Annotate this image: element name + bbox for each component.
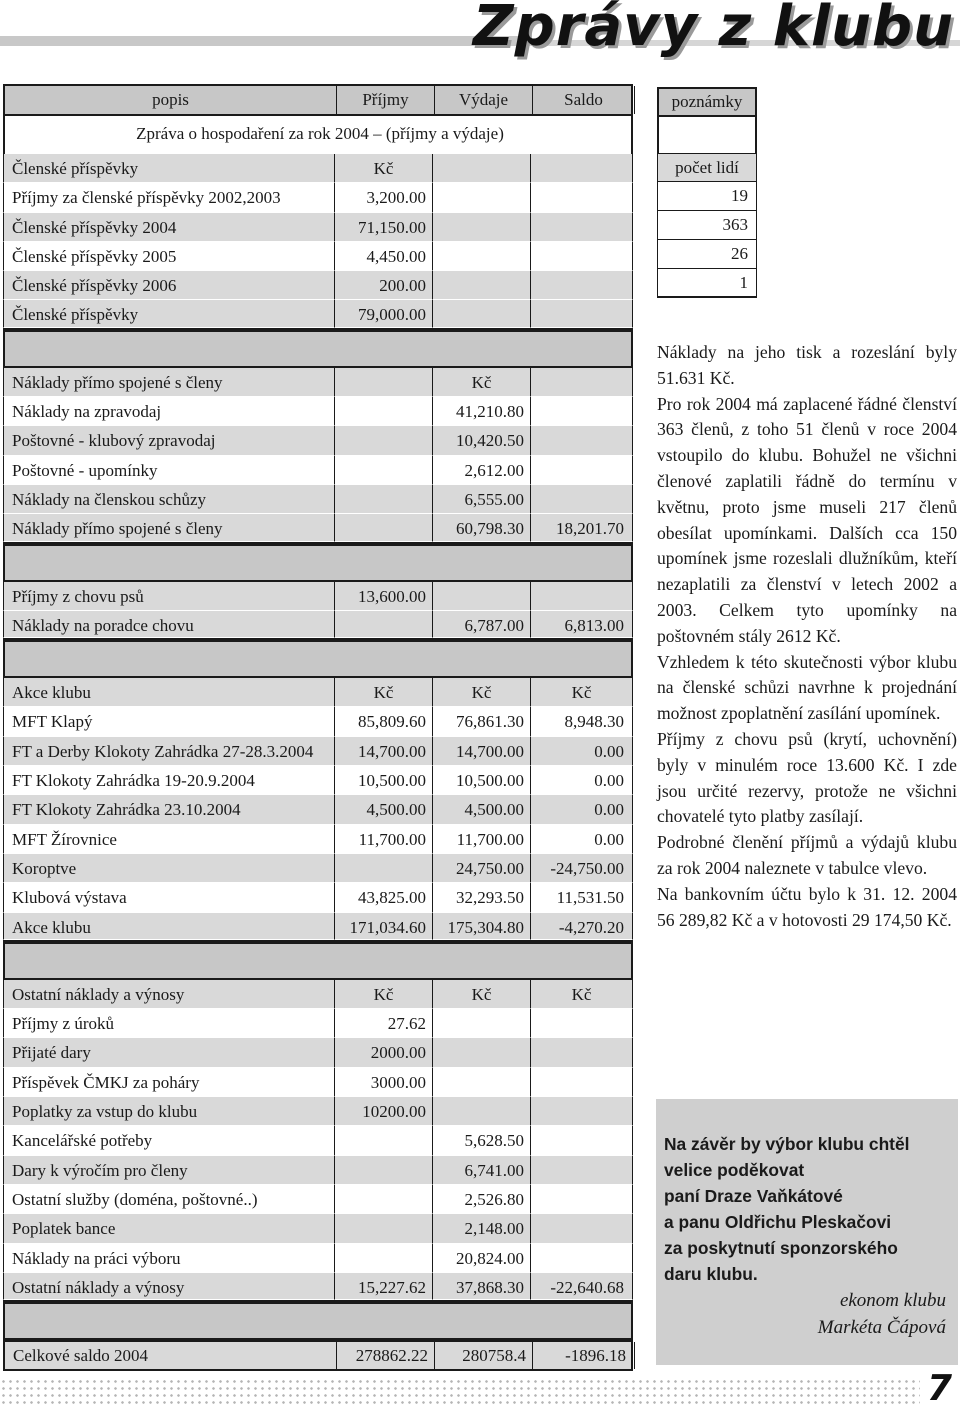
row-label: Příjmy z chovu psů (3, 582, 335, 611)
row-income: 3,200.00 (335, 183, 433, 212)
table-row (3, 825, 633, 854)
row-income: 278862.22 (337, 1342, 435, 1369)
table-row (3, 707, 633, 736)
table-row (3, 456, 633, 485)
row-label: FT a Derby Klokoty Zahrádka 27-28.3.2004 (3, 737, 335, 766)
row-balance: 11,531.50 (531, 883, 633, 912)
row-expense: 60,798.30 (433, 514, 531, 541)
report-text (657, 340, 957, 933)
row-label: Náklady na členskou schůzy (3, 485, 335, 514)
section-separator (3, 942, 633, 980)
row-expense: 6,787.00 (433, 611, 531, 638)
row-income: 4,450.00 (335, 242, 433, 271)
report-paragraph: Pro rok 2004 má zaplacené řádné členství 363 členů, z toho 51 členů v roce 2004 vstoupilo do klubu. Bohužel ne všichni členové zaplatili řádně do termínu v květnu, proto jsme museli 217 členů obesílat upomínkami. Dalších cca 150 upomínek jsme rozeslali dlužníkům, kteří nezaplatili za členství v letech 2002 a 2003. Celkem tyto upomínky na poštovném stály 2612 Kč. (657, 393, 957, 646)
table-row (3, 1185, 633, 1214)
row-income: 43,825.00 (335, 883, 433, 912)
row-balance: -24,750.00 (531, 854, 633, 883)
report-paragraph: Vzhledem k této skutečnosti výbor klubu na členské schůzi navrhne k projednání možnost zpoplatnění zasílání upomínek. (657, 651, 957, 724)
table-row (3, 737, 633, 766)
table-row (3, 1068, 633, 1097)
row-label: Členské příspěvky 2006 (3, 271, 335, 300)
row-balance: 0.00 (531, 737, 633, 766)
row-label: Ostatní náklady a výnosy (3, 1273, 335, 1300)
row-label: Náklady na práci výboru (3, 1244, 335, 1273)
row-income: 3000.00 (335, 1068, 433, 1097)
table-row (3, 213, 633, 242)
row-expense (433, 1068, 531, 1097)
row-expense: 2,526.80 (433, 1185, 531, 1214)
financial-report-table (3, 84, 633, 1371)
row-expense: 175,304.80 (433, 913, 531, 940)
row-expense: 24,750.00 (433, 854, 531, 883)
section-header-membership (3, 154, 633, 183)
table-caption-row (3, 116, 633, 154)
row-expense (433, 1038, 531, 1067)
member-count-value: 363 (657, 211, 757, 240)
row-label: Poštovné - klubový zpravodaj (3, 426, 335, 455)
row-expense: 32,293.50 (433, 883, 531, 912)
thanks-line: za poskytnutí sponzorského (664, 1238, 898, 1258)
column-header-income: Příjmy (337, 86, 435, 114)
table-row (3, 485, 633, 514)
row-income: 11,700.00 (335, 825, 433, 854)
row-label: Příspěvek ČMKJ za poháry (3, 1068, 335, 1097)
row-balance: -22,640.68 (531, 1273, 633, 1300)
column-header-expense: Výdaje (435, 86, 533, 114)
row-expense: 10,500.00 (433, 766, 531, 795)
section-unit-balance: Kč (531, 678, 633, 707)
row-expense: 4,500.00 (433, 795, 531, 824)
table-row (3, 397, 633, 426)
section-total-events (3, 913, 633, 942)
row-income (335, 1126, 433, 1155)
header-rule-left (0, 36, 520, 46)
table-row (3, 1038, 633, 1067)
row-label: FT Klokoty Zahrádka 19-20.9.2004 (3, 766, 335, 795)
column-header-balance: Saldo (533, 86, 635, 114)
row-label: Členské příspěvky (3, 300, 335, 327)
table-row (3, 1097, 633, 1126)
table-row (3, 1156, 633, 1185)
section-header-events (3, 678, 633, 707)
section-total-other (3, 1273, 633, 1302)
row-label: Přijaté dary (3, 1038, 335, 1067)
report-paragraph: Podrobné členění příjmů a výdajů klubu za rok 2004 naleznete v tabulce vlevo. (657, 832, 957, 878)
column-header-label: popis (5, 86, 337, 114)
row-label: Členské příspěvky 2005 (3, 242, 335, 271)
row-label: Náklady na poradce chovu (3, 611, 335, 638)
row-expense: 5,628.50 (433, 1126, 531, 1155)
notes-spacer (657, 117, 757, 153)
section-total-membership (3, 300, 633, 329)
report-paragraph: Na bankovním účtu bylo k 31. 12. 2004 56 289,82 Kč a v hotovosti 29 174,50 Kč. (657, 883, 957, 930)
row-label: Příjmy z úroků (3, 1009, 335, 1038)
row-label: MFT Klapý (3, 707, 335, 736)
table-row (3, 854, 633, 883)
row-income: 85,809.60 (335, 707, 433, 736)
row-income: 15,227.62 (335, 1273, 433, 1300)
notes-header: poznámky (657, 87, 757, 117)
row-label: Celkové saldo 2004 (5, 1342, 337, 1369)
grand-total-row (3, 1340, 633, 1371)
table-row (3, 766, 633, 795)
row-income: 4,500.00 (335, 795, 433, 824)
row-label: Poplatek bance (3, 1214, 335, 1243)
signature-role: ekonom klubu (839, 1290, 946, 1311)
section-unit-income: Kč (335, 980, 433, 1009)
row-income: 79,000.00 (335, 300, 433, 327)
row-label: Klubová výstava (3, 883, 335, 912)
row-expense (433, 1009, 531, 1038)
section-title: Členské příspěvky (3, 154, 335, 183)
table-row (3, 795, 633, 824)
member-count-value: 1 (657, 269, 757, 298)
row-balance: -1896.18 (533, 1342, 635, 1369)
row-income: 71,150.00 (335, 213, 433, 242)
row-expense: 280758.4 (435, 1342, 533, 1369)
row-label: Dary k výročím pro členy (3, 1156, 335, 1185)
row-income: 13,600.00 (335, 582, 433, 611)
thanks-box (656, 1099, 958, 1365)
section-unit-income: Kč (335, 678, 433, 707)
thanks-line: paní Draze Vaňkátové (664, 1186, 843, 1206)
page-number: 7 (926, 1368, 952, 1409)
row-expense: 20,824.00 (433, 1244, 531, 1273)
row-balance: 6,813.00 (531, 611, 633, 638)
row-expense: 14,700.00 (433, 737, 531, 766)
row-income: 10,500.00 (335, 766, 433, 795)
row-balance: 0.00 (531, 766, 633, 795)
row-income: 200.00 (335, 271, 433, 300)
thanks-line: velice poděkovat (664, 1160, 805, 1180)
row-income: 10200.00 (335, 1097, 433, 1126)
page-header-title: Zprávy z klubu (473, 0, 954, 59)
row-expense: 41,210.80 (433, 397, 531, 426)
row-expense: 11,700.00 (433, 825, 531, 854)
row-income: 27.62 (335, 1009, 433, 1038)
row-label: Náklady na zpravodaj (3, 397, 335, 426)
row-balance: 0.00 (531, 825, 633, 854)
row-expense: 37,868.30 (433, 1273, 531, 1300)
section-title: Náklady přímo spojené s členy (3, 368, 335, 397)
table-row (3, 426, 633, 455)
row-label: Koroptve (3, 854, 335, 883)
row-label: Příjmy za členské příspěvky 2002,2003 (3, 183, 335, 212)
row-expense: 2,612.00 (433, 456, 531, 485)
thanks-line: daru klubu. (664, 1264, 758, 1284)
row-income: 171,034.60 (335, 913, 433, 940)
table-header-row (3, 84, 633, 116)
table-row (3, 1126, 633, 1155)
table-row (3, 582, 633, 611)
row-expense: 6,555.00 (433, 485, 531, 514)
section-unit-income: Kč (335, 154, 433, 183)
section-header-other (3, 980, 633, 1009)
report-paragraph: Náklady na jeho tisk a rozeslání byly 51.631 Kč. (657, 342, 957, 388)
row-expense: 76,861.30 (433, 707, 531, 736)
row-label: Poštovné - upomínky (3, 456, 335, 485)
member-count-label: počet lidí (657, 153, 757, 182)
member-count-value: 26 (657, 240, 757, 269)
table-row (3, 242, 633, 271)
section-separator (3, 544, 633, 582)
row-balance: 0.00 (531, 795, 633, 824)
section-unit-expense: Kč (433, 678, 531, 707)
section-unit-expense: Kč (433, 980, 531, 1009)
row-income: 14,700.00 (335, 737, 433, 766)
footer-dot-pattern (0, 1378, 920, 1404)
row-label: Poplatky za vstup do klubu (3, 1097, 335, 1126)
section-unit-expense: Kč (433, 368, 531, 397)
row-label: Ostatní služby (doména, poštovné..) (3, 1185, 335, 1214)
notes-column (657, 87, 757, 298)
table-row (3, 183, 633, 212)
row-label: Kancelářské potřeby (3, 1126, 335, 1155)
row-expense: 2,148.00 (433, 1214, 531, 1243)
row-income (335, 1185, 433, 1214)
table-row (3, 1009, 633, 1038)
table-row (3, 883, 633, 912)
section-total-member-costs (3, 514, 633, 543)
row-label: Akce klubu (3, 913, 335, 940)
row-income: 2000.00 (335, 1038, 433, 1067)
thanks-line: a panu Oldřichu Pleskačovi (664, 1212, 892, 1232)
row-income (335, 1214, 433, 1243)
table-caption: Zpráva o hospodaření za rok 2004 – (příjmy a výdaje) (136, 124, 504, 143)
section-header-member-costs (3, 368, 633, 397)
row-label: Náklady přímo spojené s členy (3, 514, 335, 541)
section-separator (3, 1302, 633, 1340)
section-separator (3, 640, 633, 678)
signature-name: Markéta Čápová (817, 1317, 946, 1338)
section-title: Ostatní náklady a výnosy (3, 980, 335, 1009)
row-balance: 18,201.70 (531, 514, 633, 541)
thanks-line: Na závěr by výbor klubu chtěl (664, 1134, 910, 1154)
row-expense (433, 1097, 531, 1126)
row-balance: -4,270.20 (531, 913, 633, 940)
row-income (335, 1156, 433, 1185)
table-row (3, 1214, 633, 1243)
row-income (335, 1244, 433, 1273)
section-total-breeding (3, 611, 633, 640)
report-paragraph: Příjmy z chovu psů (krytí, uchovnění) byly v minulém roce 13.600 Kč. I zde jsou určité rezervy, protože ne všichni chovatelé tyto platby zasílají. (657, 728, 957, 827)
member-count-value: 19 (657, 182, 757, 211)
table-row (3, 271, 633, 300)
row-label: MFT Žírovnice (3, 825, 335, 854)
row-balance: 8,948.30 (531, 707, 633, 736)
row-label: Členské příspěvky 2004 (3, 213, 335, 242)
table-row (3, 1244, 633, 1273)
row-expense: 6,741.00 (433, 1156, 531, 1185)
section-title: Akce klubu (3, 678, 335, 707)
row-income (335, 854, 433, 883)
row-expense: 10,420.50 (433, 426, 531, 455)
row-label: FT Klokoty Zahrádka 23.10.2004 (3, 795, 335, 824)
section-separator (3, 330, 633, 368)
section-unit-balance: Kč (531, 980, 633, 1009)
